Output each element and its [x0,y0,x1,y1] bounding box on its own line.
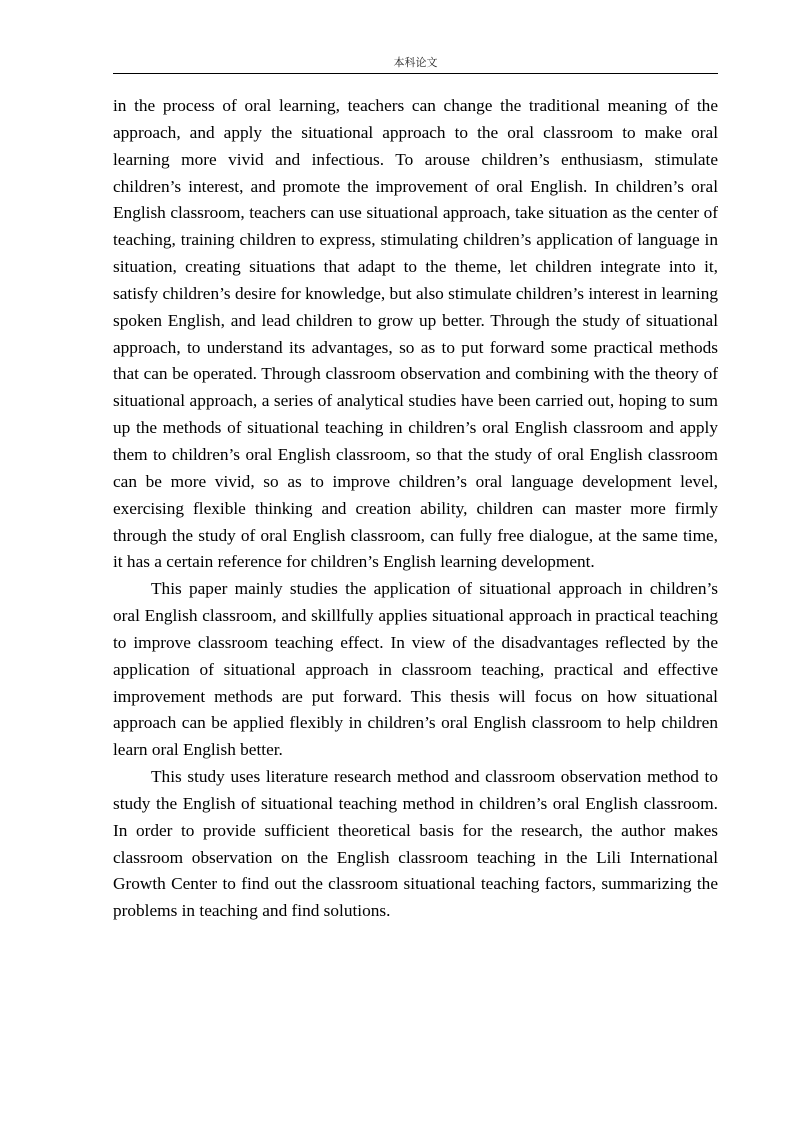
paragraph-research-focus: This paper mainly studies the application of situational approach in children’s oral English classroom, and skillfully applies situational approach in practical teaching to improve classroom teaching effect. In view of the disadvantages reflected by the application of situational approach in classroom teaching, practical and effective improvement methods are put forward. This thesis will focus on how situational approach can be applied flexibly in children’s oral English classroom to help children learn oral English better. [113,579,718,760]
paragraph-continuation: in the process of oral learning, teachers can change the traditional meaning of the approach, and apply the situational approach to the oral classroom to make oral learning more vivid and infectious. To arouse children’s enthusiasm, stimulate children’s interest, and promote the improvement of oral English. In children’s oral English classroom, teachers can use situational approach, take situation as the center of teaching, training children to express, stimulating children’s application of language in situation, creating situations that adapt to the theme, let children integrate into it, satisfy children’s desire for knowledge, but also stimulate children’s interest in learning spoken English, and lead children to grow up better. Through the study of situational approach, to understand its advantages, so as to put forward some practical methods that can be operated. Through classroom observation and combining with the theory of situational approach, a series of analytical studies have been carried out, hoping to sum up the methods of situational teaching in children’s oral English classroom and apply them to children’s oral English classroom, so that the study of oral English classroom can be more vivid, so as to improve children’s oral language development level, exercising flexible thinking and creation ability, children can master more firmly through the study of oral English classroom, can fully free dialogue, at the same time, it has a certain reference for children’s English learning development. [113,96,718,572]
document-body [113,93,718,925]
header-divider [113,73,718,74]
paragraph-research-method: This study uses literature research method and classroom observation method to study the English of situational teaching method in children’s oral English classroom. In order to provide sufficient theoretical basis for the research, the author makes classroom observation on the English classroom teaching in the Lili International Growth Center to find out the classroom situational teaching factors, summarizing the problems in teaching and find solutions. [113,767,718,921]
page-header: 本科论文 [393,56,438,69]
